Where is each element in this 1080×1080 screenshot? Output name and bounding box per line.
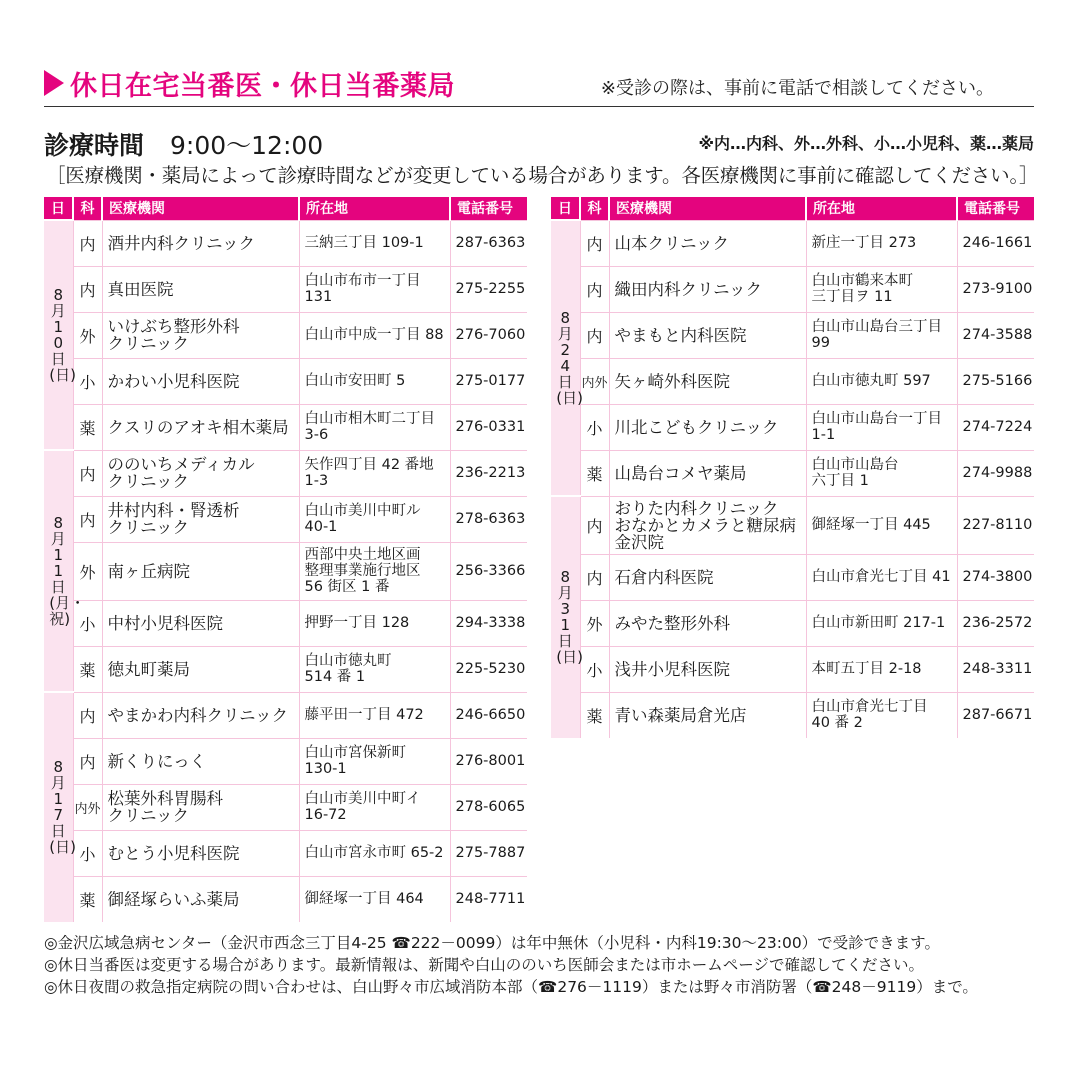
header-day: 日 — [551, 197, 580, 220]
institution-cell: 松葉外科胃腸科 クリニック — [102, 784, 299, 830]
table-row — [551, 554, 1034, 600]
dept-cell: 小 — [580, 646, 609, 692]
phone-cell: 246-1661 — [957, 220, 1034, 266]
dept-cell: 内 — [73, 220, 102, 266]
address-cell: 藤平田一丁目 472 — [299, 692, 450, 738]
table-row — [551, 404, 1034, 450]
institution-cell: 山本クリニック — [609, 220, 806, 266]
phone-cell: 236-2213 — [450, 450, 527, 496]
table-row — [44, 646, 527, 692]
institution-cell: 真田医院 — [102, 266, 299, 312]
table-row — [44, 600, 527, 646]
change-notice: ［医療機関・薬局によって診療時間などが変更している場合があります。各医療機関に事前に確認してください。］ — [46, 164, 1039, 187]
phone-cell: 248-3311 — [957, 646, 1034, 692]
date-label: 8月17日(日) — [49, 758, 76, 856]
dept-cell: 外 — [580, 600, 609, 646]
address-cell: 白山市徳丸町 514 番 1 — [299, 646, 450, 692]
table-row — [551, 266, 1034, 312]
dept-cell: 内 — [73, 266, 102, 312]
dept-cell: 内外 — [73, 784, 102, 830]
institution-cell: 矢ヶ崎外科医院 — [609, 358, 806, 404]
address-cell: 白山市安田町 5 — [299, 358, 450, 404]
phone-cell: 278-6363 — [450, 496, 527, 542]
table-row — [44, 312, 527, 358]
institution-cell: 山島台コメヤ薬局 — [609, 450, 806, 496]
schedule-table-left — [44, 197, 527, 922]
institution-cell: おりた内科クリニック おなかとカメラと糖尿病 金沢院 — [609, 496, 806, 554]
phone-cell: 274-3588 — [957, 312, 1034, 358]
date-label: 8月11日(月・祝) — [49, 513, 86, 628]
footer-note: ◎休日当番医は変更する場合があります。最新情報は、新聞や白山ののいち医師会または市ホームページで確認してください。 — [44, 956, 924, 974]
address-cell: 白山市布市一丁目 131 — [299, 266, 450, 312]
phone-cell: 227-8110 — [957, 496, 1034, 554]
address-cell: 白山市徳丸町 597 — [806, 358, 957, 404]
dept-cell: 内 — [580, 554, 609, 600]
phone-cell: 276-0331 — [450, 404, 527, 450]
institution-cell: 中村小児科医院 — [102, 600, 299, 646]
institution-cell: むとう小児科医院 — [102, 830, 299, 876]
header-institution: 医療機関 — [609, 197, 806, 220]
dept-cell: 小 — [73, 358, 102, 404]
address-cell: 西部中央土地区画 整理事業施行地区 56 街区 1 番 — [299, 542, 450, 600]
header-phone: 電話番号 — [450, 197, 527, 220]
phone-cell: 287-6363 — [450, 220, 527, 266]
table-row — [44, 784, 527, 830]
table-row — [44, 830, 527, 876]
table-header-row — [44, 197, 527, 220]
phone-cell: 294-3338 — [450, 600, 527, 646]
phone-cell: 273-9100 — [957, 266, 1034, 312]
phone-cell: 287-6671 — [957, 692, 1034, 738]
phone-cell: 276-7060 — [450, 312, 527, 358]
address-cell: 矢作四丁目 42 番地 1-3 — [299, 450, 450, 496]
phone-cell: 274-3800 — [957, 554, 1034, 600]
phone-cell: 278-6065 — [450, 784, 527, 830]
institution-cell: やまもと内科医院 — [609, 312, 806, 358]
institution-cell: 酒井内科クリニック — [102, 220, 299, 266]
address-cell: 新庄一丁目 273 — [806, 220, 957, 266]
address-cell: 白山市倉光七丁目 40 番 2 — [806, 692, 957, 738]
address-cell: 白山市中成一丁目 88 — [299, 312, 450, 358]
dept-cell: 薬 — [73, 876, 102, 922]
table-row — [44, 542, 527, 600]
dept-cell: 内 — [580, 496, 609, 554]
phone-cell: 275-5166 — [957, 358, 1034, 404]
phone-cell: 236-2572 — [957, 600, 1034, 646]
table-row — [44, 220, 527, 266]
table-row — [551, 496, 1034, 554]
footer-note: ◎休日夜間の救急指定病院の問い合わせは、白山野々市広域消防本部（☎276－1119）または野々市消防署（☎248－9119）まで。 — [44, 978, 978, 996]
table-row — [44, 358, 527, 404]
footer-notes — [44, 932, 978, 998]
institution-cell: かわい小児科医院 — [102, 358, 299, 404]
schedule-table-right — [551, 197, 1034, 738]
institution-cell: 御経塚らいふ薬局 — [102, 876, 299, 922]
address-cell: 押野一丁目 128 — [299, 600, 450, 646]
footer-note: ◎金沢広域急病センター（金沢市西念三丁目4-25 ☎222－0099）は年中無休（小児科・内科19:30〜23:00）で受診できます。 — [44, 934, 940, 952]
header-address: 所在地 — [299, 197, 450, 220]
address-cell: 三納三丁目 109-1 — [299, 220, 450, 266]
institution-cell: クスリのアオキ相木薬局 — [102, 404, 299, 450]
phone-cell: 256-3366 — [450, 542, 527, 600]
address-cell: 白山市美川中町イ 16-72 — [299, 784, 450, 830]
table-row — [551, 646, 1034, 692]
table-row — [551, 312, 1034, 358]
phone-cell: 275-7887 — [450, 830, 527, 876]
institution-cell: 井村内科・腎透析 クリニック — [102, 496, 299, 542]
date-label: 8月31日(日) — [556, 568, 583, 666]
dept-cell: 外 — [73, 312, 102, 358]
day-cell — [551, 496, 583, 738]
institution-cell: 浅井小児科医院 — [609, 646, 806, 692]
department-legend: ※内…内科、外…外科、小…小児科、薬…薬局 — [698, 134, 1034, 153]
header-address: 所在地 — [806, 197, 957, 220]
date-label: 8月24日(日) — [556, 308, 583, 407]
address-cell: 御経塚一丁目 464 — [299, 876, 450, 922]
date-label: 8月10日(日) — [49, 285, 76, 384]
phone-cell: 225-5230 — [450, 646, 527, 692]
dept-cell: 小 — [73, 600, 102, 646]
institution-cell: 徳丸町薬局 — [102, 646, 299, 692]
phone-cell: 276-8001 — [450, 738, 527, 784]
institution-cell: ののいちメディカル クリニック — [102, 450, 299, 496]
section-header — [44, 62, 1034, 107]
table-row — [551, 450, 1034, 496]
dept-cell: 内 — [73, 450, 102, 496]
phone-cell: 275-2255 — [450, 266, 527, 312]
address-cell: 白山市山島台一丁目 1-1 — [806, 404, 957, 450]
dept-cell: 小 — [73, 830, 102, 876]
institution-cell: 川北こどもクリニック — [609, 404, 806, 450]
day-cell — [44, 220, 76, 450]
table-row — [44, 450, 527, 496]
institution-cell: いけぶち整形外科 クリニック — [102, 312, 299, 358]
dept-cell: 内 — [580, 266, 609, 312]
header-dept: 科 — [580, 197, 609, 220]
dept-cell: 薬 — [580, 692, 609, 738]
institution-cell: 織田内科クリニック — [609, 266, 806, 312]
phone-cell: 274-7224 — [957, 404, 1034, 450]
address-cell: 白山市相木町二丁目 3-6 — [299, 404, 450, 450]
dept-cell: 内外 — [580, 358, 609, 404]
address-cell: 白山市宮保新町 130-1 — [299, 738, 450, 784]
header-phone: 電話番号 — [957, 197, 1034, 220]
dept-cell: 薬 — [73, 646, 102, 692]
table-row — [44, 876, 527, 922]
dept-cell: 内 — [73, 692, 102, 738]
header-dept: 科 — [73, 197, 102, 220]
table-row — [551, 358, 1034, 404]
consultation-hours — [44, 126, 323, 162]
dept-cell: 小 — [580, 404, 609, 450]
table-row — [44, 692, 527, 738]
dept-cell: 内 — [580, 312, 609, 358]
hours-label: 診療時間 — [44, 131, 145, 160]
table-row — [44, 738, 527, 784]
triangle-bullet-icon — [44, 70, 64, 96]
institution-cell: 新くりにっく — [102, 738, 299, 784]
dept-cell: 内 — [73, 738, 102, 784]
table-row — [551, 692, 1034, 738]
consultation-note: ※受診の際は、事前に電話で相談してください。 — [600, 78, 994, 99]
phone-cell: 246-6650 — [450, 692, 527, 738]
day-cell — [44, 450, 86, 692]
address-cell: 白山市新田町 217-1 — [806, 600, 957, 646]
dept-cell: 内 — [73, 496, 102, 542]
phone-cell: 275-0177 — [450, 358, 527, 404]
phone-cell: 248-7711 — [450, 876, 527, 922]
table-row — [44, 266, 527, 312]
institution-cell: みやた整形外科 — [609, 600, 806, 646]
dept-cell: 外 — [73, 542, 102, 600]
dept-cell: 薬 — [73, 404, 102, 450]
section-title: 休日在宅当番医・休日当番薬局 — [70, 71, 455, 102]
dept-cell: 内 — [580, 220, 609, 266]
table-row — [551, 220, 1034, 266]
address-cell: 白山市美川中町ル 40-1 — [299, 496, 450, 542]
dept-cell: 薬 — [580, 450, 609, 496]
address-cell: 白山市宮永市町 65-2 — [299, 830, 450, 876]
table-header-row — [551, 197, 1034, 220]
table-row — [44, 404, 527, 450]
table-row — [551, 600, 1034, 646]
header-institution: 医療機関 — [102, 197, 299, 220]
address-cell: 白山市鶴来本町 三丁目ヲ 11 — [806, 266, 957, 312]
day-cell — [551, 220, 583, 496]
day-cell — [44, 692, 76, 922]
address-cell: 御経塚一丁目 445 — [806, 496, 957, 554]
address-cell: 白山市山島台 六丁目 1 — [806, 450, 957, 496]
address-cell: 白山市山島台三丁目 99 — [806, 312, 957, 358]
institution-cell: 南ヶ丘病院 — [102, 542, 299, 600]
address-cell: 白山市倉光七丁目 41 — [806, 554, 957, 600]
hours-time: 9:00〜12:00 — [170, 131, 324, 160]
institution-cell: 石倉内科医院 — [609, 554, 806, 600]
header-day: 日 — [44, 197, 73, 220]
institution-cell: やまかわ内科クリニック — [102, 692, 299, 738]
address-cell: 本町五丁目 2-18 — [806, 646, 957, 692]
table-row — [44, 496, 527, 542]
phone-cell: 274-9988 — [957, 450, 1034, 496]
institution-cell: 青い森薬局倉光店 — [609, 692, 806, 738]
